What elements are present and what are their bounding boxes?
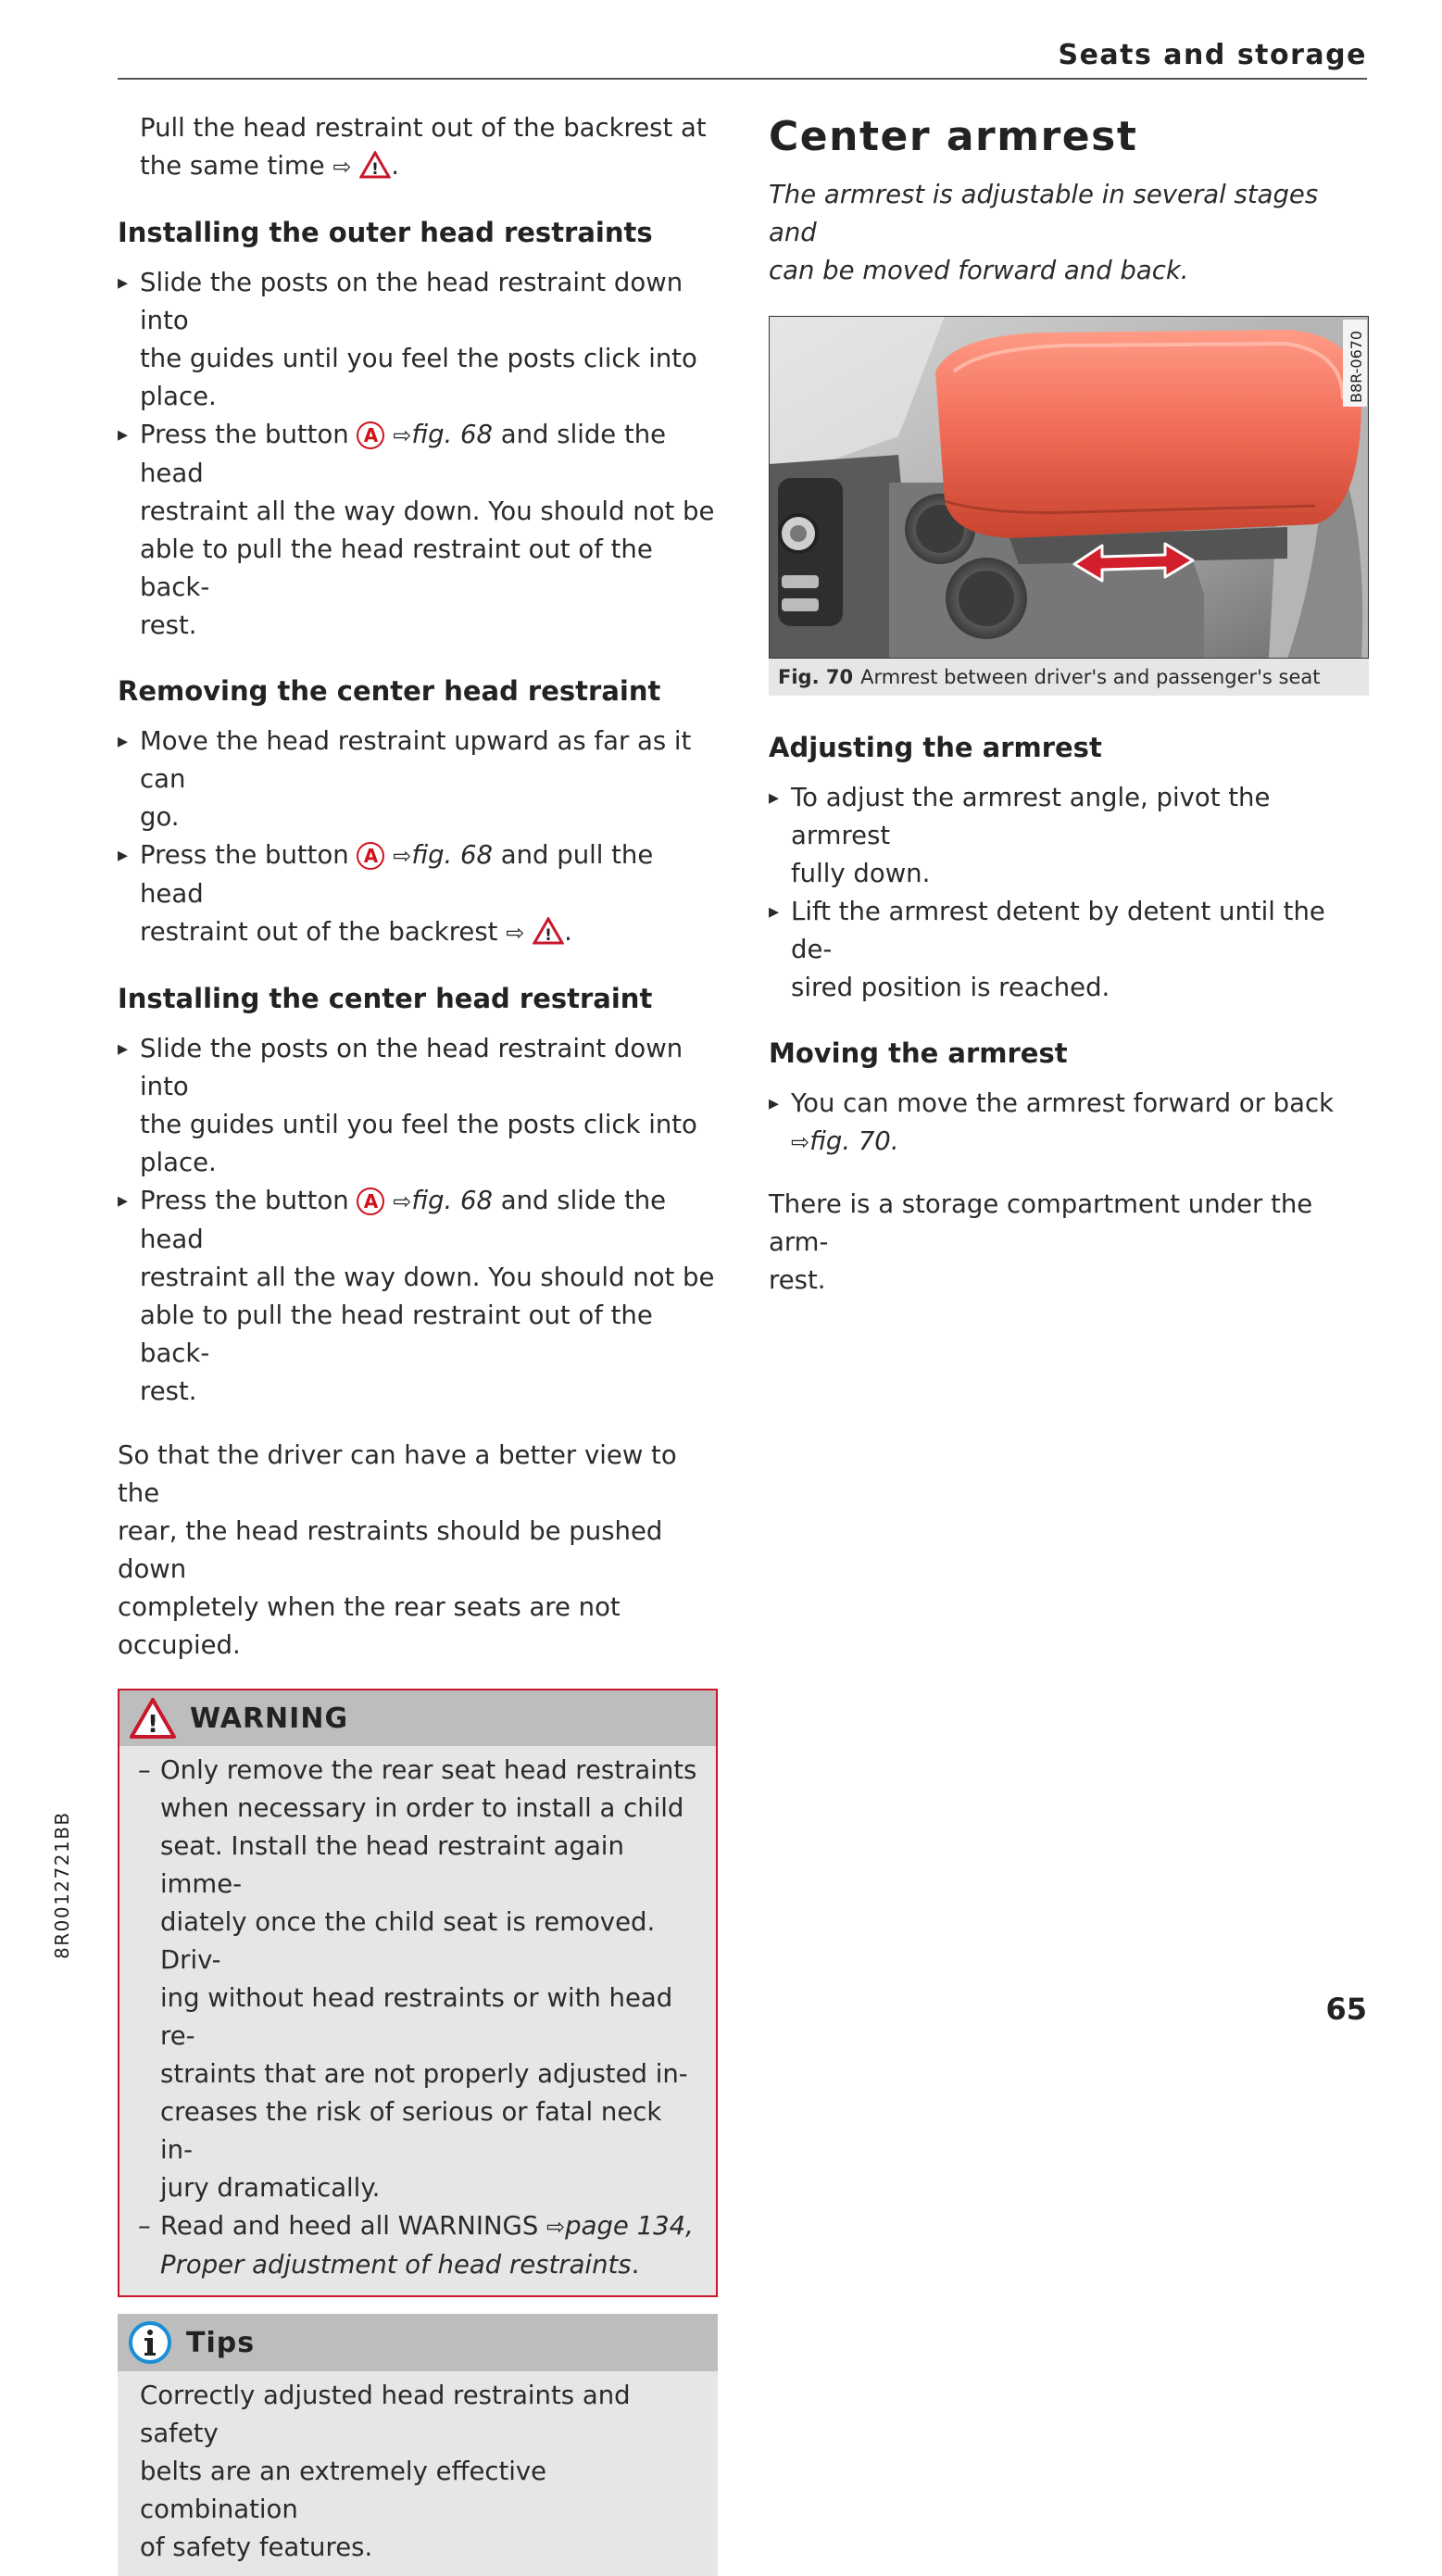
section-heading-install-center: Installing the center head restraint (118, 983, 653, 1014)
section-heading-moving: Moving the armrest (769, 1037, 1068, 1069)
figure-label: Fig. 70 (778, 666, 854, 688)
figure-70 (769, 316, 1369, 696)
step-item: ▸ Move the head restraint upward as far as it can go. (118, 723, 718, 836)
steps-moving (769, 1085, 1369, 1162)
arrow-right-icon: ⇨ (393, 843, 412, 869)
document-code: 8R0012721BB (51, 1811, 73, 1959)
warning-triangle-icon (533, 917, 564, 945)
fig-reference-link[interactable]: fig. 68 (411, 840, 494, 870)
fig-reference-link[interactable]: fig. 70 (809, 1126, 891, 1156)
right-column (769, 109, 1369, 1300)
step-item: ▸ Slide the posts on the head restraint down into the guides until you feel the posts click into place. (118, 264, 718, 416)
warning-box (118, 1689, 718, 2297)
warning-triangle-icon (129, 1697, 177, 1740)
button-a-icon: A (357, 842, 384, 870)
left-column (118, 109, 718, 2576)
fig-reference-link[interactable]: fig. 68 (411, 1186, 494, 1215)
svg-text:!: ! (371, 160, 380, 179)
armrest-figure-image (769, 316, 1369, 659)
tips-box (118, 2314, 718, 2576)
page-number: 65 (1325, 1992, 1367, 2027)
arrow-right-icon: ⇨ (393, 1188, 412, 1214)
arrow-right-icon: ⇨ (546, 2214, 566, 2240)
page-reference-link[interactable]: page 134, (565, 2211, 694, 2241)
fig-reference-link[interactable]: fig. 68 (411, 420, 494, 449)
steps-install-outer (118, 264, 718, 645)
rear-view-paragraph: So that the driver can have a better view to the rear, the head restraints should be pushed down completely when the rear seats are not occupied. (118, 1440, 677, 1660)
steps-remove-center (118, 723, 718, 952)
section-heading-remove-center: Removing the center head restraint (118, 675, 661, 707)
page-title: Center armrest (769, 113, 1138, 160)
figure-code: B8R-0670 (1348, 330, 1365, 403)
tips-label: Tips (186, 2326, 256, 2359)
warning-header (119, 1690, 716, 1746)
intro-paragraph: Pull the head restraint out of the backrest at the same time ⇨ ! . (140, 113, 707, 181)
step-item: ▸ To adjust the armrest angle, pivot the armrest fully down. (769, 779, 1369, 893)
warning-triangle-icon (359, 151, 391, 179)
figure-caption-text: Armrest between driver's and passenger's seat (860, 666, 1321, 688)
steps-adjusting (769, 779, 1369, 1007)
warning-label: WARNING (190, 1702, 349, 1735)
armrest-intro: The armrest is adjustable in several stages and can be moved forward and back. (769, 180, 1319, 285)
step-item: ▸ Press the button A ⇨fig. 68 and slide the head restraint all the way down. You should not be able to pull the head restraint out of the back- rest. (118, 1182, 718, 1411)
step-item: ▸ Lift the armrest detent by detent until the de- sired position is reached. (769, 893, 1369, 1007)
tips-body: Correctly adjusted head restraints and safety belts are an extremely effective combination of safety features. (140, 2381, 631, 2562)
warning-item: – Only remove the rear seat head restraints when necessary in order to install a child seat. Install the head restraint again imme- diately once the child seat is removed. Driv- ing without head restraints or with head re- straints that are not properly adjusted in- creases the risk of serious or fatal neck in- jury dramatically. (134, 1752, 701, 2207)
section-heading-adjusting: Adjusting the armrest (769, 732, 1102, 763)
figure-caption (769, 659, 1369, 696)
step-item: ▸ Press the button A ⇨fig. 68 and slide the head restraint all the way down. You should not be able to pull the head restraint out of the back- rest. (118, 416, 718, 645)
storage-paragraph: There is a storage compartment under the arm- rest. (769, 1189, 1313, 1295)
tips-header (118, 2314, 718, 2371)
warning-body (119, 1746, 716, 2295)
step-item: ▸ Slide the posts on the head restraint down into the guides until you feel the posts click into place. (118, 1030, 718, 1182)
warning-item: – Read and heed all WARNINGS ⇨page 134, Proper adjustment of head restraints. (134, 2207, 701, 2284)
header-rule (118, 78, 1367, 80)
svg-text:!: ! (545, 926, 552, 945)
section-heading-install-outer: Installing the outer head restraints (118, 217, 653, 248)
info-icon (127, 2319, 173, 2366)
section-header-title: Seats and storage (1058, 39, 1367, 71)
step-item: ▸ Press the button A ⇨fig. 68 and pull the head restraint out of the backrest ⇨ ! . (118, 836, 718, 952)
button-a-icon: A (357, 421, 384, 449)
button-a-icon: A (357, 1187, 384, 1215)
step-item: ▸ You can move the armrest forward or back ⇨fig. 70. (769, 1085, 1369, 1162)
arrow-right-icon: ⇨ (393, 422, 412, 448)
svg-text:!: ! (147, 1711, 158, 1739)
arrow-right-icon: ⇨ (332, 154, 352, 180)
steps-install-center (118, 1030, 718, 1411)
page-reference-title[interactable]: Proper adjustment of head restraints (160, 2250, 632, 2280)
arrow-right-icon: ⇨ (791, 1129, 810, 1155)
arrow-right-icon: ⇨ (506, 920, 525, 946)
